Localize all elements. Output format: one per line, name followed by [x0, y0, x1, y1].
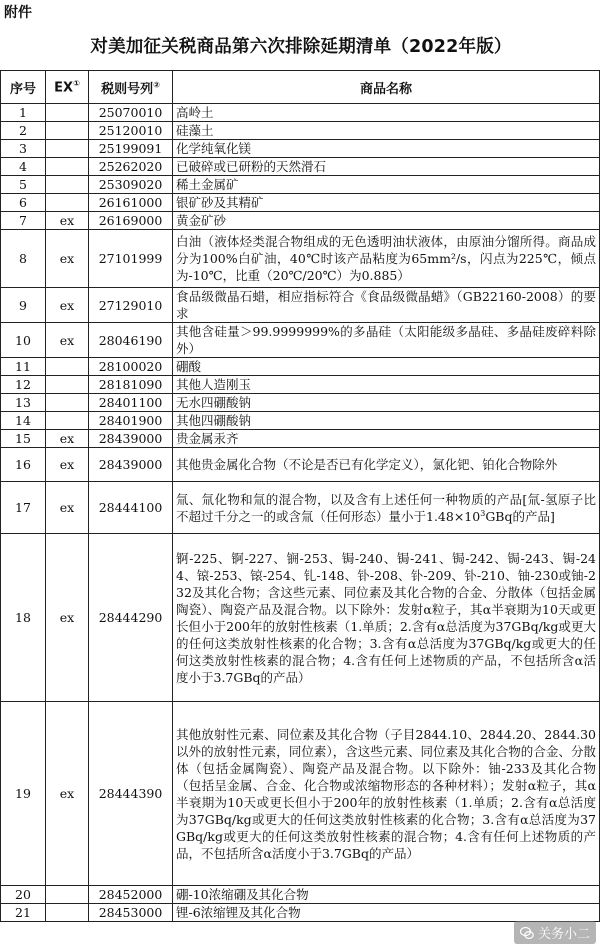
cell-ex — [46, 176, 89, 194]
table-row — [1, 140, 600, 158]
cell-no: 17 — [1, 482, 46, 534]
cell-code: 25262020 — [89, 158, 173, 176]
cell-name: 硼酸 — [173, 358, 600, 376]
cell-ex — [46, 158, 89, 176]
cell-no: 11 — [1, 358, 46, 376]
cell-code: 28181090 — [89, 376, 173, 394]
cell-no: 18 — [1, 534, 46, 702]
cell-no: 3 — [1, 140, 46, 158]
table-row — [1, 394, 600, 412]
cell-no: 16 — [1, 448, 46, 482]
table-row — [1, 158, 600, 176]
table-row — [1, 230, 600, 288]
header-ex-label: EX — [54, 80, 74, 96]
cell-name: 其他四硼酸钠 — [173, 412, 600, 430]
cell-code: 26161000 — [89, 194, 173, 212]
cell-no: 9 — [1, 288, 46, 323]
cell-name-text: 氚、氚化物和氚的混合物，以及含有上述任何一种物质的产品[氚-氢原子比不超过千分之一的或含氚（任何形态）量小于1.48×10 — [176, 491, 596, 524]
cell-name: 锂-6浓缩锂及其化合物 — [173, 904, 600, 922]
watermark — [514, 921, 596, 944]
cell-no: 13 — [1, 394, 46, 412]
cell-ex: ex — [46, 230, 89, 288]
cell-name: 其他放射性元素、同位素及其化合物（子目2844.10、2844.20、2844.30以外的放射性元素，同位素），含这些元素、同位素及其化合物的合金、分散体（包括金属陶瓷）、陶瓷产品及混合物。以下除外：铀-233及其化合物（包括呈金属、合金、化合物或浓缩物形态的各种材料）；发射α粒子，其α半衰期为10天或更长但小于200年的放射性核素（1.单质；2.含有α总活度为37GBq/kg或更大的任何这类放射性核素的化合物；3.含有α总活度为37GBq/kg或更大的任何这类放射性核素的混合物；4.含有任何上述物质的产品，不包括所含α活度小于3.7GBq的产品） — [173, 702, 600, 886]
cell-no: 6 — [1, 194, 46, 212]
cell-code: 25309020 — [89, 176, 173, 194]
cell-code: 28444290 — [89, 534, 173, 702]
table-row — [1, 212, 600, 230]
cell-ex: ex — [46, 323, 89, 358]
cell-code: 28439000 — [89, 430, 173, 448]
table-row — [1, 122, 600, 140]
cell-code: 28444100 — [89, 482, 173, 534]
cell-ex: ex — [46, 482, 89, 534]
cell-name: 黄金矿砂 — [173, 212, 600, 230]
header-no: 序号 — [1, 71, 46, 104]
cell-name: 白油（液体烃类混合物组成的无色透明油状液体，由原油分馏所得。商品成分为100%白矿油，40℃时该产品粘度为65mm²/s，闪点为225℃，倾点为-10℃，比重（20℃/20℃）为0.885） — [173, 230, 600, 288]
cell-name: 其他含硅量＞99.9999999%的多晶硅（太阳能级多晶硅、多晶硅废碎料除外） — [173, 323, 600, 358]
cell-name: 硅藻土 — [173, 122, 600, 140]
table-row — [1, 288, 600, 323]
cell-name-text-end: GBq的产品] — [485, 508, 555, 524]
cell-name: 银矿砂及其精矿 — [173, 194, 600, 212]
cell-code: 26169000 — [89, 212, 173, 230]
cell-ex: ex — [46, 212, 89, 230]
cell-code: 28453000 — [89, 904, 173, 922]
table-row — [1, 412, 600, 430]
table-row — [1, 323, 600, 358]
cell-name: 贵金属汞齐 — [173, 430, 600, 448]
cell-code: 28452000 — [89, 886, 173, 904]
cell-no: 1 — [1, 104, 46, 122]
cell-ex: ex — [46, 534, 89, 702]
cell-ex — [46, 376, 89, 394]
cell-ex — [46, 358, 89, 376]
cell-code: 28401100 — [89, 394, 173, 412]
table-header-row — [1, 71, 600, 104]
table-row — [1, 176, 600, 194]
table-row — [1, 702, 600, 886]
wechat-icon — [520, 926, 534, 940]
cell-name: 锕-225、锕-227、锎-253、锔-240、锔-241、锔-242、锔-243、锔-244、锿-253、锿-254、钆-148、钋-208、钋-209、钋-210、铀-230或铀-232及其化合物；含这些元素、同位素及其化合物的合金、分散体（包括金属陶瓷）、陶瓷产品及混合物。以下除外：发射α粒子，其α半衰期为10天或更长但小于200年的放射性核素（1.单质；2.含有α总活度为37GBq/kg或更大的任何这类放射性核素的化合物；3.含有α总活度为37GBq/kg或更大的任何这类放射性核素的混合物；4.含有任何上述物质的产品，不包括所含α活度小于3.7GBq的产品） — [173, 534, 600, 702]
cell-code: 28401900 — [89, 412, 173, 430]
header-ex — [46, 71, 89, 104]
cell-name: 无水四硼酸钠 — [173, 394, 600, 412]
cell-no: 15 — [1, 430, 46, 448]
cell-no: 10 — [1, 323, 46, 358]
cell-code: 28100020 — [89, 358, 173, 376]
cell-code: 25070010 — [89, 104, 173, 122]
cell-no: 5 — [1, 176, 46, 194]
cell-name: 食品级微晶石蜡，相应指标符合《食品级微晶蜡》（GB22160-2008）的要求 — [173, 288, 600, 323]
table-row — [1, 104, 600, 122]
cell-ex — [46, 904, 89, 922]
cell-ex — [46, 140, 89, 158]
cell-no: 4 — [1, 158, 46, 176]
cell-code: 25120010 — [89, 122, 173, 140]
cell-ex — [46, 886, 89, 904]
table-row — [1, 534, 600, 702]
table-row — [1, 376, 600, 394]
cell-ex: ex — [46, 702, 89, 886]
cell-name: 其他贵金属化合物（不论是否已有化学定义），氯化钯、铂化合物除外 — [173, 448, 600, 482]
cell-name: 稀土金属矿 — [173, 176, 600, 194]
cell-ex: ex — [46, 430, 89, 448]
cell-code: 28444390 — [89, 702, 173, 886]
cell-code: 27129010 — [89, 288, 173, 323]
page-title: 对美加征关税商品第六次排除延期清单（2022年版） — [90, 37, 512, 57]
header-code — [89, 71, 173, 104]
cell-no: 19 — [1, 702, 46, 886]
cell-ex — [46, 122, 89, 140]
cell-ex — [46, 394, 89, 412]
header-name: 商品名称 — [173, 71, 600, 104]
cell-name-superscript: 3 — [480, 508, 486, 518]
cell-no: 12 — [1, 376, 46, 394]
table-row — [1, 430, 600, 448]
cell-code: 25199091 — [89, 140, 173, 158]
header-ex-footnote: ① — [73, 78, 80, 88]
cell-code: 28046190 — [89, 323, 173, 358]
cell-code: 28439000 — [89, 448, 173, 482]
header-code-footnote: ② — [153, 80, 160, 90]
cell-name: 硼-10浓缩硼及其化合物 — [173, 886, 600, 904]
cell-ex — [46, 104, 89, 122]
cell-no: 2 — [1, 122, 46, 140]
cell-ex: ex — [46, 448, 89, 482]
cell-name: 已破碎或已研粉的天然滑石 — [173, 158, 600, 176]
cell-code: 27101999 — [89, 230, 173, 288]
table-row — [1, 194, 600, 212]
header-code-label: 税则号列 — [101, 81, 154, 97]
cell-name: 高岭土 — [173, 104, 600, 122]
exclusion-list-table — [0, 70, 600, 922]
cell-no: 20 — [1, 886, 46, 904]
cell-ex — [46, 412, 89, 430]
cell-no: 21 — [1, 904, 46, 922]
watermark-text: 关务小二 — [537, 927, 590, 942]
table-row — [1, 448, 600, 482]
table-row — [1, 904, 600, 922]
cell-ex: ex — [46, 288, 89, 323]
cell-ex — [46, 194, 89, 212]
attachment-label: 附件 — [4, 5, 32, 21]
cell-no: 7 — [1, 212, 46, 230]
table-row — [1, 886, 600, 904]
table-row — [1, 482, 600, 534]
cell-name: 其他人造刚玉 — [173, 376, 600, 394]
cell-name — [173, 482, 600, 534]
cell-name: 化学纯氧化镁 — [173, 140, 600, 158]
cell-no: 14 — [1, 412, 46, 430]
cell-no: 8 — [1, 230, 46, 288]
table-row — [1, 358, 600, 376]
